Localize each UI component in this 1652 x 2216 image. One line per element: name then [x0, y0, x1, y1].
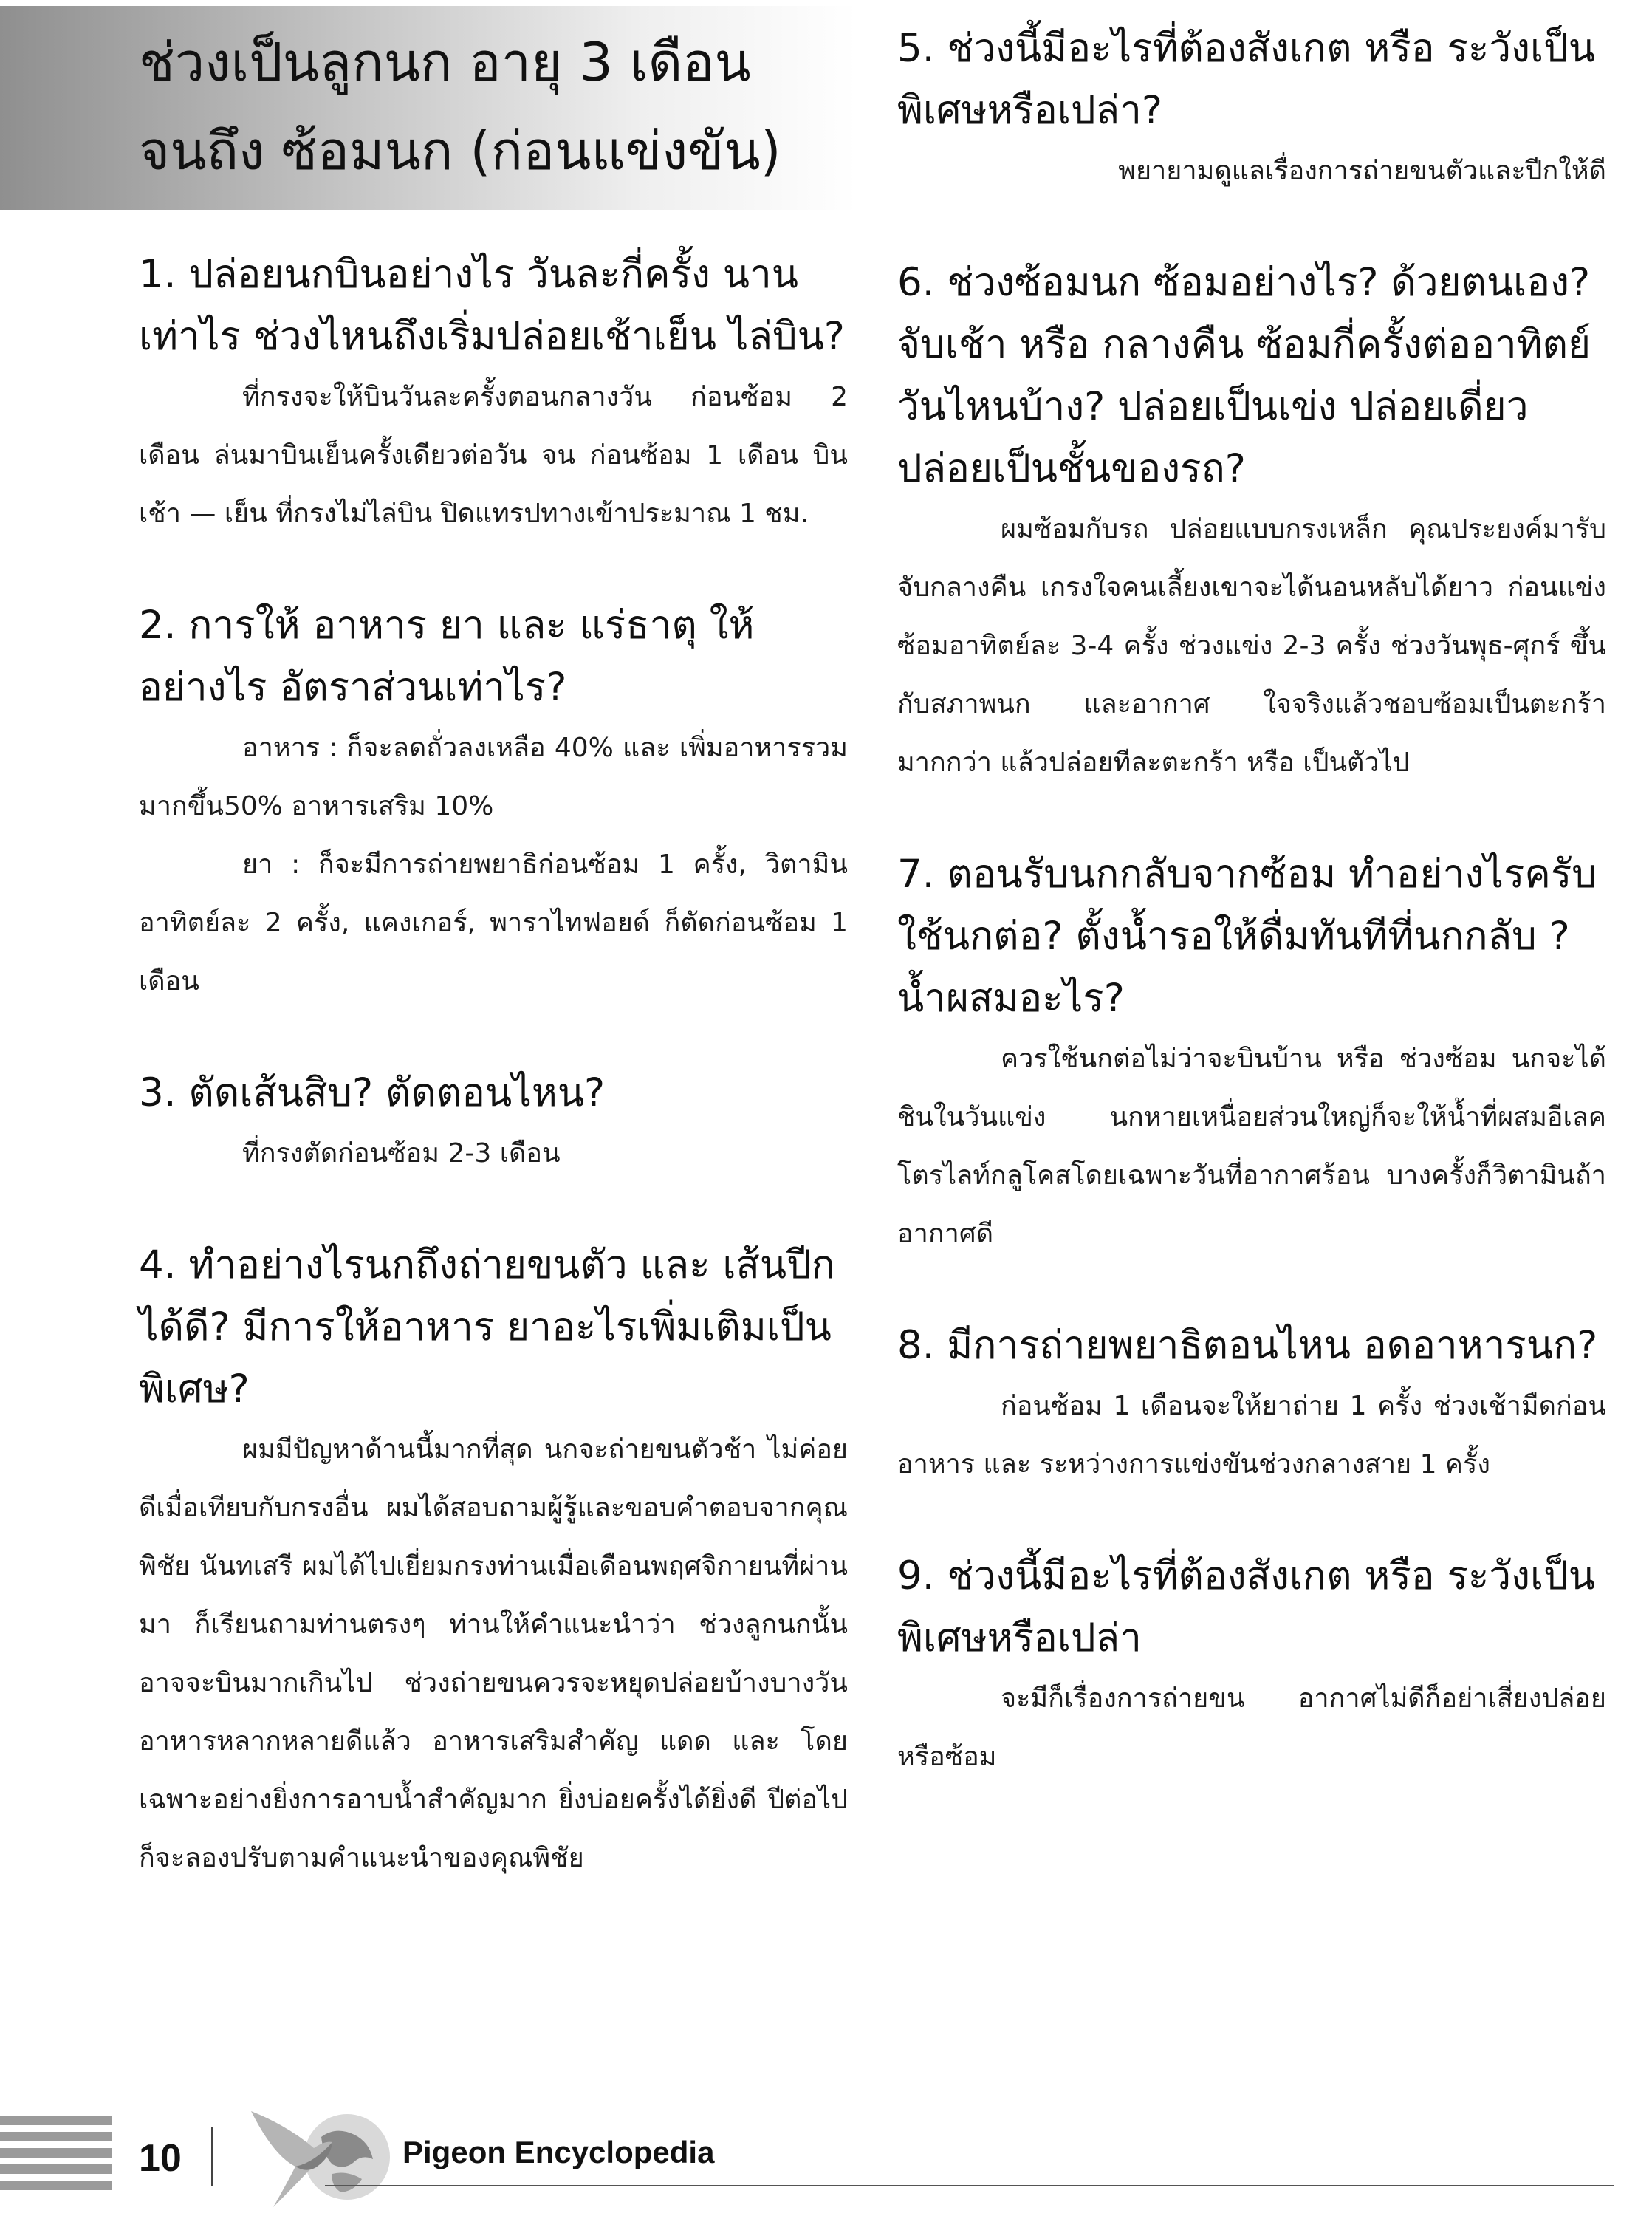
qa-block-2	[139, 595, 848, 1010]
qa-block-7	[897, 844, 1606, 1263]
answer-9: จะมีก็เรื่องการถ่ายขน อากาศไม่ดีก็อย่าเสี่ยงปล่อยหรือซ้อม	[897, 1683, 1606, 1772]
question-3: 3. ตัดเส้นสิบ? ตัดตอนไหน?	[139, 1070, 606, 1115]
answer-4: ผมมีปัญหาด้านนี้มากที่สุด นกจะถ่ายขนตัวช้า ไม่ค่อยดีเมื่อเทียบกับกรงอื่น ผมได้สอบถามผู้รู้และขอบคำตอบจากคุณพิชัย นันทเสรี ผมได้ไปเยี่ยมกรงท่านเมื่อเดือนพฤศจิกายนที่ผ่านมา ก็เรียนถามท่านตรงๆ ท่านให้คำแนะนำว่า ช่วงลูกนกนั้นอาจจะบินมากเกินไป ช่วงถ่ายขนควรจะหยุดปล่อยบ้างบางวัน อาหารหลากหลายดีแล้ว อาหารเสริมสำคัญ แดด และ โดยเฉพาะอย่างยิ่งการอาบน้ำสำคัญมาก ยิ่งบ่อยครั้งได้ยิ่งดี ปีต่อไปก็จะลองปรับตามคำแนะนำของคุณพิชัย	[139, 1434, 848, 1873]
qa-block-4	[139, 1234, 848, 1887]
question-9: 9. ช่วงนี้มีอะไรที่ต้องสังเกต หรือ ระวังเป็นพิเศษหรือเปล่า	[897, 1553, 1596, 1661]
question-4: 4. ทำอย่างไรนกถึงถ่ายขนตัว และ เส้นปีกได้ดี? มีการให้อาหาร ยาอะไรเพิ่มเติมเป็นพิเศษ?	[139, 1242, 835, 1412]
qa-block-1	[139, 244, 848, 543]
footer-rule	[325, 2185, 1614, 2186]
footer-divider	[211, 2127, 213, 2186]
page-title-line-2: จนถึง ซ้อมนก (ก่อนแข่งขัน)	[139, 120, 781, 182]
question-7: 7. ตอนรับนกกลับจากซ้อม ทำอย่างไรครับ ใช้นกต่อ? ตั้งน้ำรอให้ดื่มทันทีที่นกกลับ ? น้ำผสมอะไร?	[897, 852, 1597, 1021]
page-number: 10	[139, 2137, 182, 2180]
pigeon-globe-logo-icon	[244, 2096, 399, 2215]
qa-block-6	[897, 252, 1606, 792]
brand-name: Pigeon Encyclopedia	[402, 2135, 715, 2169]
footer-decorative-bars	[0, 2116, 112, 2197]
answer-2-food: อาหาร : ก็จะลดถั่วลงเหลือ 40% และ เพิ่มอาหารรวมมากขึ้น50% อาหารเสริม 10%	[139, 733, 848, 821]
answer-5: พยายามดูแลเรื่องการถ่ายขนตัวและปีกให้ดี	[1118, 156, 1606, 186]
question-6: 6. ช่วงซ้อมนก ซ้อมอย่างไร? ด้วยตนเอง? จับเช้า หรือ กลางคืน ซ้อมกี่ครั้งต่ออาทิตย์ วันไหนบ้าง? ปล่อยเป็นเข่ง ปล่อยเดี่ยว ปล่อยเป็นชั้นของรถ?	[897, 260, 1591, 491]
left-column	[139, 244, 848, 1939]
answer-8: ก่อนซ้อม 1 เดือนจะให้ยาถ่าย 1 ครั้ง ช่วงเช้ามืดก่อนอาหาร และ ระหว่างการแข่งขันช่วงกลางสาย 1 ครั้ง	[897, 1391, 1606, 1480]
answer-3: ที่กรงตัดก่อนซ้อม 2-3 เดือน	[242, 1138, 561, 1169]
qa-block-3	[139, 1062, 848, 1183]
question-5: 5. ช่วงนี้มีอะไรที่ต้องสังเกต หรือ ระวังเป็นพิเศษหรือเปล่า?	[897, 26, 1596, 133]
question-8: 8. มีการถ่ายพยาธิตอนไหน อดอาหารนก?	[897, 1323, 1598, 1368]
question-2: 2. การให้ อาหาร ยา และ แร่ธาตุ ให้อย่างไร อัตราส่วนเท่าไร?	[139, 603, 755, 710]
qa-block-8	[897, 1315, 1606, 1494]
question-1: 1. ปล่อยนกบินอย่างไร วันละกี่ครั้ง นานเท่าไร ช่วงไหนถึงเริ่มปล่อยเช้าเย็น ไล่บิน?	[139, 252, 845, 359]
answer-1: ที่กรงจะให้บินวันละครั้งตอนกลางวัน ก่อนซ้อม 2 เดือน ล่นมาบินเย็นครั้งเดียวต่อวัน จน ก่อนซ้อม 1 เดือน บินเช้า — เย็น ที่กรงไม่ไล่บิน ปิดแทรปทางเข้าประมาณ 1 ชม.	[139, 382, 848, 529]
answer-6: ผมซ้อมกับรถ ปล่อยแบบกรงเหล็ก คุณประยงค์มารับ จับกลางคืน เกรงใจคนเลี้ยงเขาจะได้นอนหลับได้ยาว ก่อนแข่งซ้อมอาทิตย์ละ 3-4 ครั้ง ช่วงแข่ง 2-3 ครั้ง ช่วงวันพุธ-ศุกร์ ขึ้นกับสภาพนก และอากาศ ใจจริงแล้วชอบซ้อมเป็นตะกร้ามากกว่า แล้วปล่อยทีละตะกร้า หรือ เป็นตัวไป	[897, 514, 1606, 778]
answer-7: ควรใช้นกต่อไม่ว่าจะบินบ้าน หรือ ช่วงซ้อม นกจะได้ชินในวันแข่ง นกหายเหนื่อยส่วนใหญ่ก็จะให้น้ำที่ผสมอีเลคโตรไลท์กลูโคสโดยเฉพาะวันที่อากาศร้อน บางครั้งก็วิตามินถ้าอากาศดี	[897, 1044, 1606, 1249]
answer-2-medicine: ยา : ก็จะมีการถ่ายพยาธิก่อนซ้อม 1 ครั้ง, วิตามินอาทิตย์ละ 2 ครั้ง, แคงเกอร์, พาราไทฟอยด์ ก็ตัดก่อนซ้อม 1 เดือน	[139, 849, 848, 996]
right-column	[897, 18, 1606, 1838]
page-title-line-1: ช่วงเป็นลูกนก อายุ 3 เดือน	[139, 31, 751, 93]
qa-block-5	[897, 18, 1606, 200]
qa-block-9	[897, 1545, 1606, 1786]
